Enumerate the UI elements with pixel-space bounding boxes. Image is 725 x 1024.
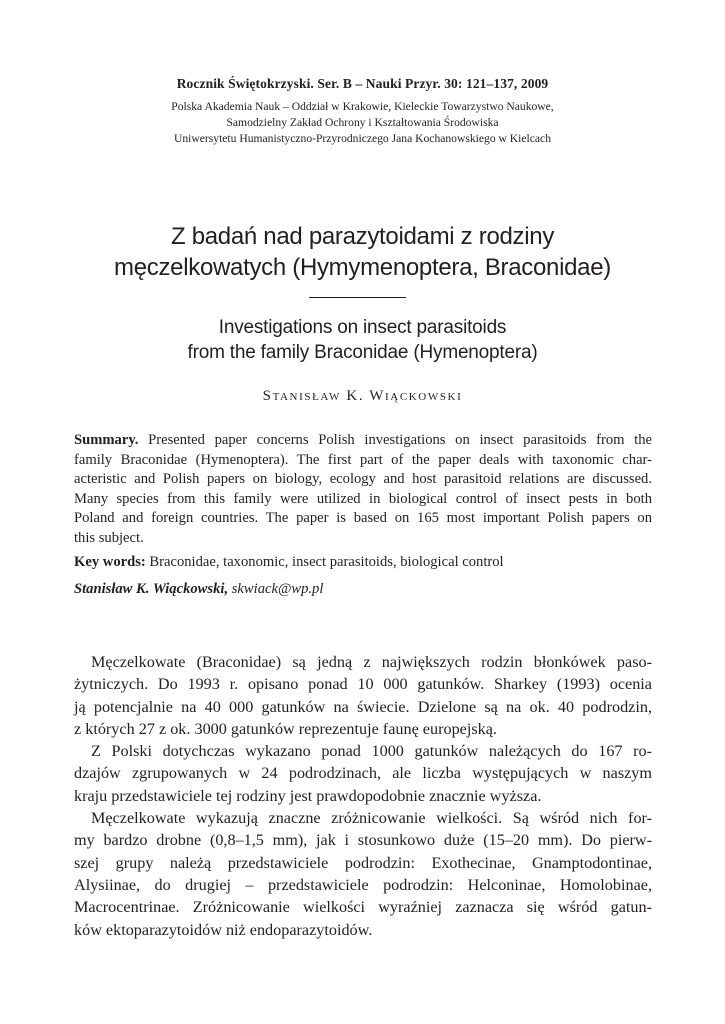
summary-label: Summary. [74,432,139,448]
publisher-block [0,99,725,147]
title-polish [0,221,725,283]
title-english-line: Investigations on insect parasitoids [218,317,507,338]
summary-line: this subject. [74,529,144,546]
title-english-line: from the family Braconidae (Hymenoptera) [187,342,538,363]
author-contact [74,580,652,600]
summary-line [74,431,652,451]
body-text [74,651,652,941]
body-line: szej grupy należą przedstawiciele podrodzin: Exothecinae, Gnamptodontinae, [74,853,652,872]
title-polish-line: Z badań nad parazytoidami z rodziny [170,223,555,250]
publisher-line: Polska Akademia Nauk – Oddział w Krakowie, Kieleckie Towarzystwo Naukowe, [171,100,554,113]
body-line: ją potencjalnie na 40 000 gatunków na świecie. Dzielone są na ok. 40 podrodzin, [74,697,652,716]
contact-email[interactable]: skwiack@wp.pl [231,581,324,597]
keywords-text: Braconidae, taxonomic, insect parasitoids, biological control [149,554,504,570]
body-line: Alysiinae, do drugiej – przedstawiciele podrodzin: Helconinae, Homolobinae, [74,875,652,894]
publisher-line: Uniwersytetu Humanistyczno-Przyrodniczego Jana Kochanowskiego w Kielcach [173,132,551,145]
publisher-line: Samodzielny Zakład Ochrony i Kształtowania Środowiska [226,116,499,129]
body-line: my bardzo drobne (0,8–1,5 mm), jak i stosunkowo duże (15–20 mm). Do pierw- [74,831,652,850]
body-line: żytniczych. Do 1993 r. opisano ponad 10 000 gatunków. Sharkey (1993) ocenia [74,675,652,694]
summary-text: Presented paper concerns Polish investigations on insect parasitoids from the [148,432,652,448]
body-line: kraju przedstawiciele tej rodziny jest prawdopodobnie znacznie wyższa. [74,786,542,805]
body-line: z których 27 z ok. 3000 gatunków reprezentuje faunę europejską. [74,719,497,738]
journal-citation: Rocznik Świętokrzyski. Ser. B – Nauki Przyr. 30: 121–137, 2009 [176,76,549,91]
title-english [0,315,725,365]
title-divider [309,297,406,298]
title-polish-line: męczelkowatych (Hymymenoptera, Braconidae) [114,254,611,281]
keywords-label: Key words: [74,554,146,570]
body-line: Męczelkowate wykazują znaczne zróżnicowanie wielkości. Są wśród nich for- [91,809,652,828]
summary-block [74,431,652,548]
summary-line: Poland and foreign countries. The paper is based on 165 most important Polish papers on [74,510,652,526]
body-line: Z Polski dotychczas wykazano ponad 1000 gatunków należących do 167 ro- [91,742,652,761]
contact-name: Stanisław K. Wiąckowski, [74,581,229,597]
body-line: dzajów zgrupowanych w 24 podrodzinach, ale liczba występujących w naszym [74,764,652,783]
summary-line: acteristic and Polish papers on biology, ecology and host parasitoid relations are discussed. [74,471,652,487]
body-line: ków ektoparazytoidów niż endoparazytoidów. [74,920,373,939]
summary-line: family Braconidae (Hymenoptera). The first part of the paper deals with taxonomic char- [74,451,652,468]
summary-line: Many species from this family were utilized in biological control of insect pests in both [74,490,652,507]
author-name: Stanisław K. Wiąckowski [262,388,463,404]
body-line: Macrocentrinae. Zróżnicowanie wielkości wyraźniej zaznacza się wśród gatun- [74,898,652,917]
keywords-line [74,553,652,573]
body-line: Męczelkowate (Braconidae) są jedną z największych rodzin błonkówek paso- [91,653,652,671]
